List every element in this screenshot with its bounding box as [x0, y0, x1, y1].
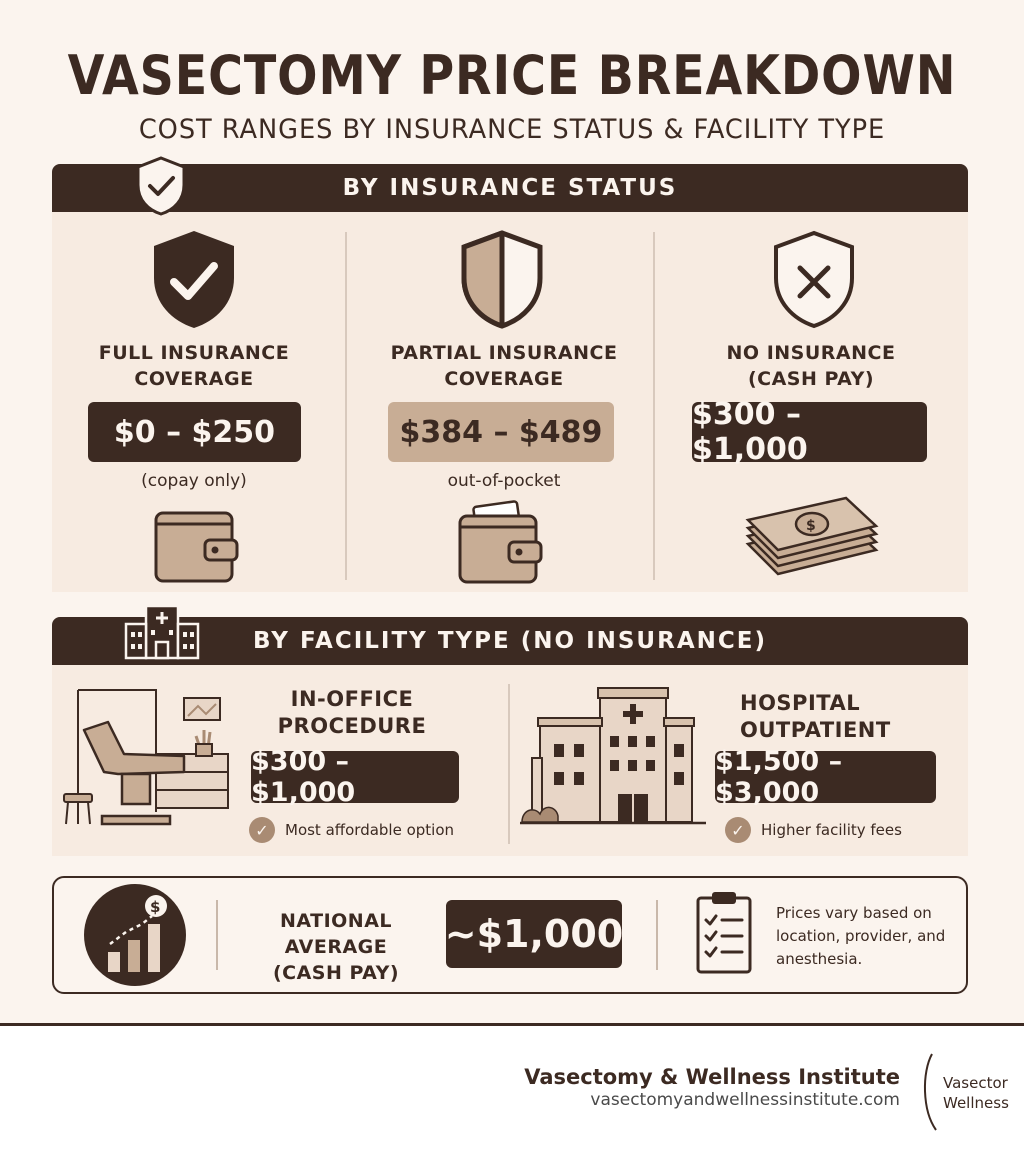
- insurance-section-header: [52, 164, 968, 212]
- national-average-label: NATIONAL AVERAGE (CASH PAY): [272, 910, 400, 984]
- column-divider: [653, 232, 655, 580]
- svg-text:$: $: [150, 898, 161, 916]
- hospital-note: Higher facility fees: [761, 821, 902, 839]
- hospital-price: $1,500 – $3,000: [715, 751, 936, 803]
- shield-check-icon: [134, 155, 188, 217]
- full-coverage-shield-icon: [150, 228, 238, 332]
- partial-coverage-shield-icon: [458, 228, 546, 332]
- hospital-building-icon: [518, 686, 708, 826]
- facility-section-heading: BY FACILITY TYPE (NO INSURANCE): [253, 628, 767, 654]
- no-insurance-price: $300 – $1,000: [692, 402, 927, 462]
- hospital-title: HOSPITAL OUTPATIENT: [740, 691, 891, 742]
- checkmark-icon: ✓: [249, 817, 275, 843]
- growth-chart-icon: [82, 882, 188, 988]
- partial-coverage-price: $384 – $489: [388, 402, 614, 462]
- in-office-title: IN-OFFICE PROCEDURE: [277, 687, 427, 738]
- institute-url[interactable]: vasectomyandwellnessinstitute.com: [590, 1090, 900, 1110]
- partial-coverage-note: out-of-pocket: [447, 471, 561, 491]
- page-title: VASECTOMY PRICE BREAKDOWN: [67, 44, 957, 107]
- full-coverage-note: (copay only): [141, 471, 247, 491]
- wallet-icon: [153, 510, 239, 584]
- hospital-note-row: [725, 817, 902, 843]
- summary-divider: [216, 900, 218, 970]
- column-divider: [345, 232, 347, 580]
- clipboard-checklist-icon: [694, 890, 754, 976]
- full-coverage-price: $0 – $250: [88, 402, 301, 462]
- hospital-icon: [122, 602, 202, 660]
- page-subtitle: COST RANGES BY INSURANCE STATUS & FACILITY TYPE: [138, 114, 886, 145]
- summary-divider: [656, 900, 658, 970]
- in-office-price: $300 – $1,000: [251, 751, 459, 803]
- price-disclaimer: Prices vary based on location, provider, and anesthesia.: [776, 904, 946, 968]
- svg-text:$: $: [806, 518, 816, 534]
- no-insurance-title: NO INSURANCE (CASH PAY): [726, 342, 896, 390]
- insurance-section-heading: BY INSURANCE STATUS: [342, 175, 678, 201]
- in-office-note-row: [249, 817, 454, 843]
- institute-logo: Vasector Wellness: [943, 1074, 1009, 1112]
- checkmark-icon: ✓: [725, 817, 751, 843]
- wallet-with-bill-icon: [457, 500, 547, 586]
- cash-stack-icon: [742, 488, 882, 584]
- facility-divider: [508, 684, 510, 844]
- national-average-value: ~$1,000: [446, 900, 622, 968]
- in-office-note: Most affordable option: [285, 821, 455, 839]
- exam-room-icon: [60, 688, 234, 830]
- partial-coverage-title: PARTIAL INSURANCE COVERAGE: [390, 342, 618, 390]
- full-coverage-title: FULL INSURANCE COVERAGE: [98, 342, 290, 390]
- no-insurance-shield-icon: [770, 228, 858, 332]
- logo-swoosh-icon: [920, 1052, 940, 1132]
- institute-name: Vasectomy & Wellness Institute: [524, 1065, 900, 1089]
